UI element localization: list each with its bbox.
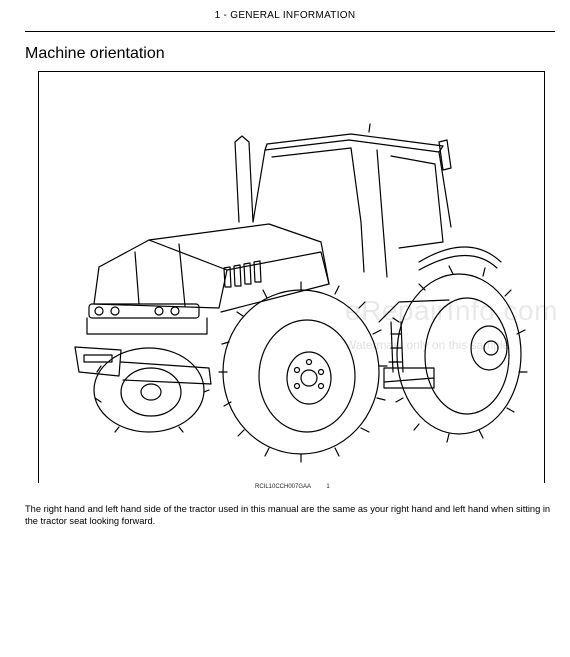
header-rule bbox=[25, 31, 555, 32]
figure-code: RCIL10CCH007GAA bbox=[255, 484, 311, 490]
watermark-main: eRepairInfo.com bbox=[345, 295, 558, 326]
tractor-illustration bbox=[39, 72, 544, 483]
running-header: 1 - GENERAL INFORMATION bbox=[214, 10, 356, 21]
figure-frame bbox=[38, 71, 545, 483]
watermark-sub: Watermark only on this sample bbox=[345, 338, 510, 352]
figure-number: 1 bbox=[326, 484, 330, 490]
figure-caption bbox=[255, 484, 330, 490]
body-paragraph: The right hand and left hand side of the tractor used in this manual are the same as your right hand and left hand when sitting in the tractor seat looking forward. bbox=[25, 504, 551, 526]
section-title: Machine orientation bbox=[25, 45, 165, 62]
